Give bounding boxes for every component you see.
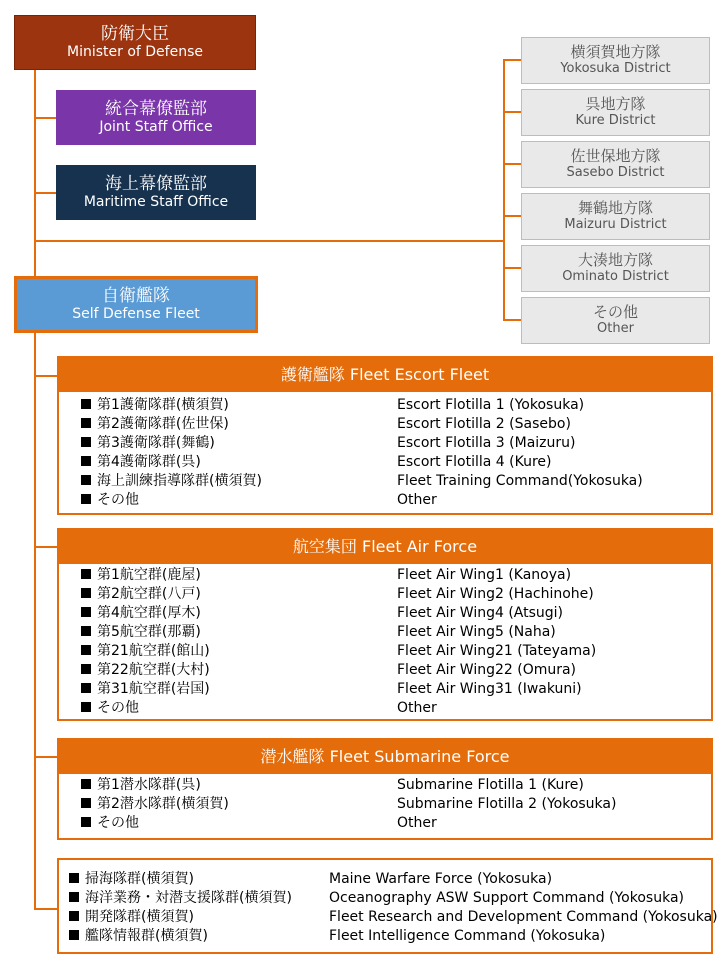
sdf-en-label: Self Defense Fleet <box>72 306 200 323</box>
joint-en-label: Joint Staff Office <box>99 119 213 136</box>
joint-staff-office-box <box>56 90 256 145</box>
minister-jp-label: 防衛大臣 <box>101 23 169 44</box>
bullet-square-icon <box>69 930 79 940</box>
sdf-jp-label: 自衛艦隊 <box>102 285 170 306</box>
district-jp-label: 呉地方隊 <box>585 95 646 114</box>
district-horizontal-connector <box>34 240 504 242</box>
joint-connector <box>34 117 56 119</box>
main-trunk-line <box>34 70 36 276</box>
air-connector <box>34 546 57 548</box>
bullet-square-icon <box>81 588 91 598</box>
bullet-square-icon <box>81 798 91 808</box>
escort-fleet-title: 護衛艦隊 Fleet Escort Fleet <box>59 358 711 392</box>
bullet-square-icon <box>81 607 91 617</box>
district-box-maizuru <box>521 193 710 240</box>
district-en-label: Other <box>597 320 634 336</box>
bullet-square-icon <box>69 892 79 902</box>
district-jp-label: 佐世保地方隊 <box>570 147 661 166</box>
fleet-air-force-title: 航空集団 Fleet Air Force <box>59 530 711 564</box>
misc-connector <box>34 908 57 910</box>
bullet-square-icon <box>81 494 91 504</box>
district-en-label: Yokosuka District <box>560 60 671 76</box>
district-en-label: Kure District <box>575 112 656 128</box>
district-jp-label: 大湊地方隊 <box>577 251 653 270</box>
minister-of-defense-box <box>14 15 256 70</box>
district-en-label: Ominato District <box>562 268 669 284</box>
district-jp-label: その他 <box>592 303 638 322</box>
bullet-square-icon <box>81 702 91 712</box>
bullet-square-icon <box>81 683 91 693</box>
fleet-air-force-panel: 航空集団 Fleet Air Force 第1航空群(鹿屋) Fleet Air Wing1 (Kanoya) 第2航空群(八戸) Fleet Air Wing2 (Hachinohe) 第4航空群(厚木) Fleet Air Wing4 (Atsugi) 第5航空群(那覇) Fleet Air Wing5 (Naha) 第21航空群(館山) Fleet Air Wing21 (Tateyama) 第22航空群(大村) Fleet Air Wing22 (Omura) 第31航空群(岩国) Fleet Air Wing31 (Iwakuni) その他 Other <box>57 528 713 721</box>
fleet-submarine-force-title: 潜水艦隊 Fleet Submarine Force <box>59 740 711 774</box>
district-branch <box>503 59 521 61</box>
bullet-square-icon <box>81 418 91 428</box>
district-box-other <box>521 297 710 344</box>
other-units-panel: 掃海隊群(横須賀) Maine Warfare Force (Yokosuka) 海洋業務・対潜支援隊群(横須賀) Oceanography ASW Support Command (Yokosuka) 開発隊群(横須賀) Fleet Research and Development Command (Yokosuka) 艦隊情報群(横須賀) Fleet Intelligence Command (Yokosuka) <box>57 858 713 954</box>
bullet-square-icon <box>69 873 79 883</box>
minister-en-label: Minister of Defense <box>67 44 203 61</box>
maritime-staff-office-box <box>56 165 256 220</box>
joint-jp-label: 統合幕僚監部 <box>105 98 207 119</box>
bullet-square-icon <box>81 399 91 409</box>
bullet-square-icon <box>69 911 79 921</box>
district-branch <box>503 111 521 113</box>
bullet-square-icon <box>81 437 91 447</box>
district-en-label: Sasebo District <box>566 164 665 180</box>
maritime-connector <box>34 192 56 194</box>
district-jp-label: 横須賀地方隊 <box>570 43 661 62</box>
district-trunk-line <box>503 59 505 321</box>
sub-connector <box>34 756 57 758</box>
fleet-trunk-line <box>34 333 36 910</box>
district-branch <box>503 267 521 269</box>
district-box-ominato <box>521 245 710 292</box>
district-branch <box>503 319 521 321</box>
bullet-square-icon <box>81 456 91 466</box>
bullet-square-icon <box>81 779 91 789</box>
district-branch <box>503 215 521 217</box>
maritime-en-label: Maritime Staff Office <box>83 194 229 211</box>
district-box-yokosuka <box>521 37 710 84</box>
district-jp-label: 舞鶴地方隊 <box>577 199 653 218</box>
bullet-square-icon <box>81 664 91 674</box>
bullet-square-icon <box>81 817 91 827</box>
district-branch <box>503 163 521 165</box>
bullet-square-icon <box>81 626 91 636</box>
fleet-submarine-force-panel: 潜水艦隊 Fleet Submarine Force 第1潜水隊群(呉) Submarine Flotilla 1 (Kure) 第2潜水隊群(横須賀) Submarine Flotilla 2 (Yokosuka) その他 Other <box>57 738 713 840</box>
bullet-square-icon <box>81 645 91 655</box>
bullet-square-icon <box>81 569 91 579</box>
district-box-kure <box>521 89 710 136</box>
maritime-jp-label: 海上幕僚監部 <box>105 173 207 194</box>
district-en-label: Maizuru District <box>564 216 667 232</box>
escort-fleet-panel: 護衛艦隊 Fleet Escort Fleet 第1護衛隊群(横須賀) Escort Flotilla 1 (Yokosuka) 第2護衛隊群(佐世保) Escort Flotilla 2 (Sasebo) 第3護衛隊群(舞鶴) Escort Flotilla 3 (Maizuru) 第4護衛隊群(呉) Escort Flotilla 4 (Kure) 海上訓練指導隊群(横須賀) Fleet Training Command(Yokosuka) その他 Other <box>57 356 713 515</box>
self-defense-fleet-box <box>14 276 258 333</box>
bullet-square-icon <box>81 475 91 485</box>
escort-connector <box>34 375 57 377</box>
district-box-sasebo <box>521 141 710 188</box>
